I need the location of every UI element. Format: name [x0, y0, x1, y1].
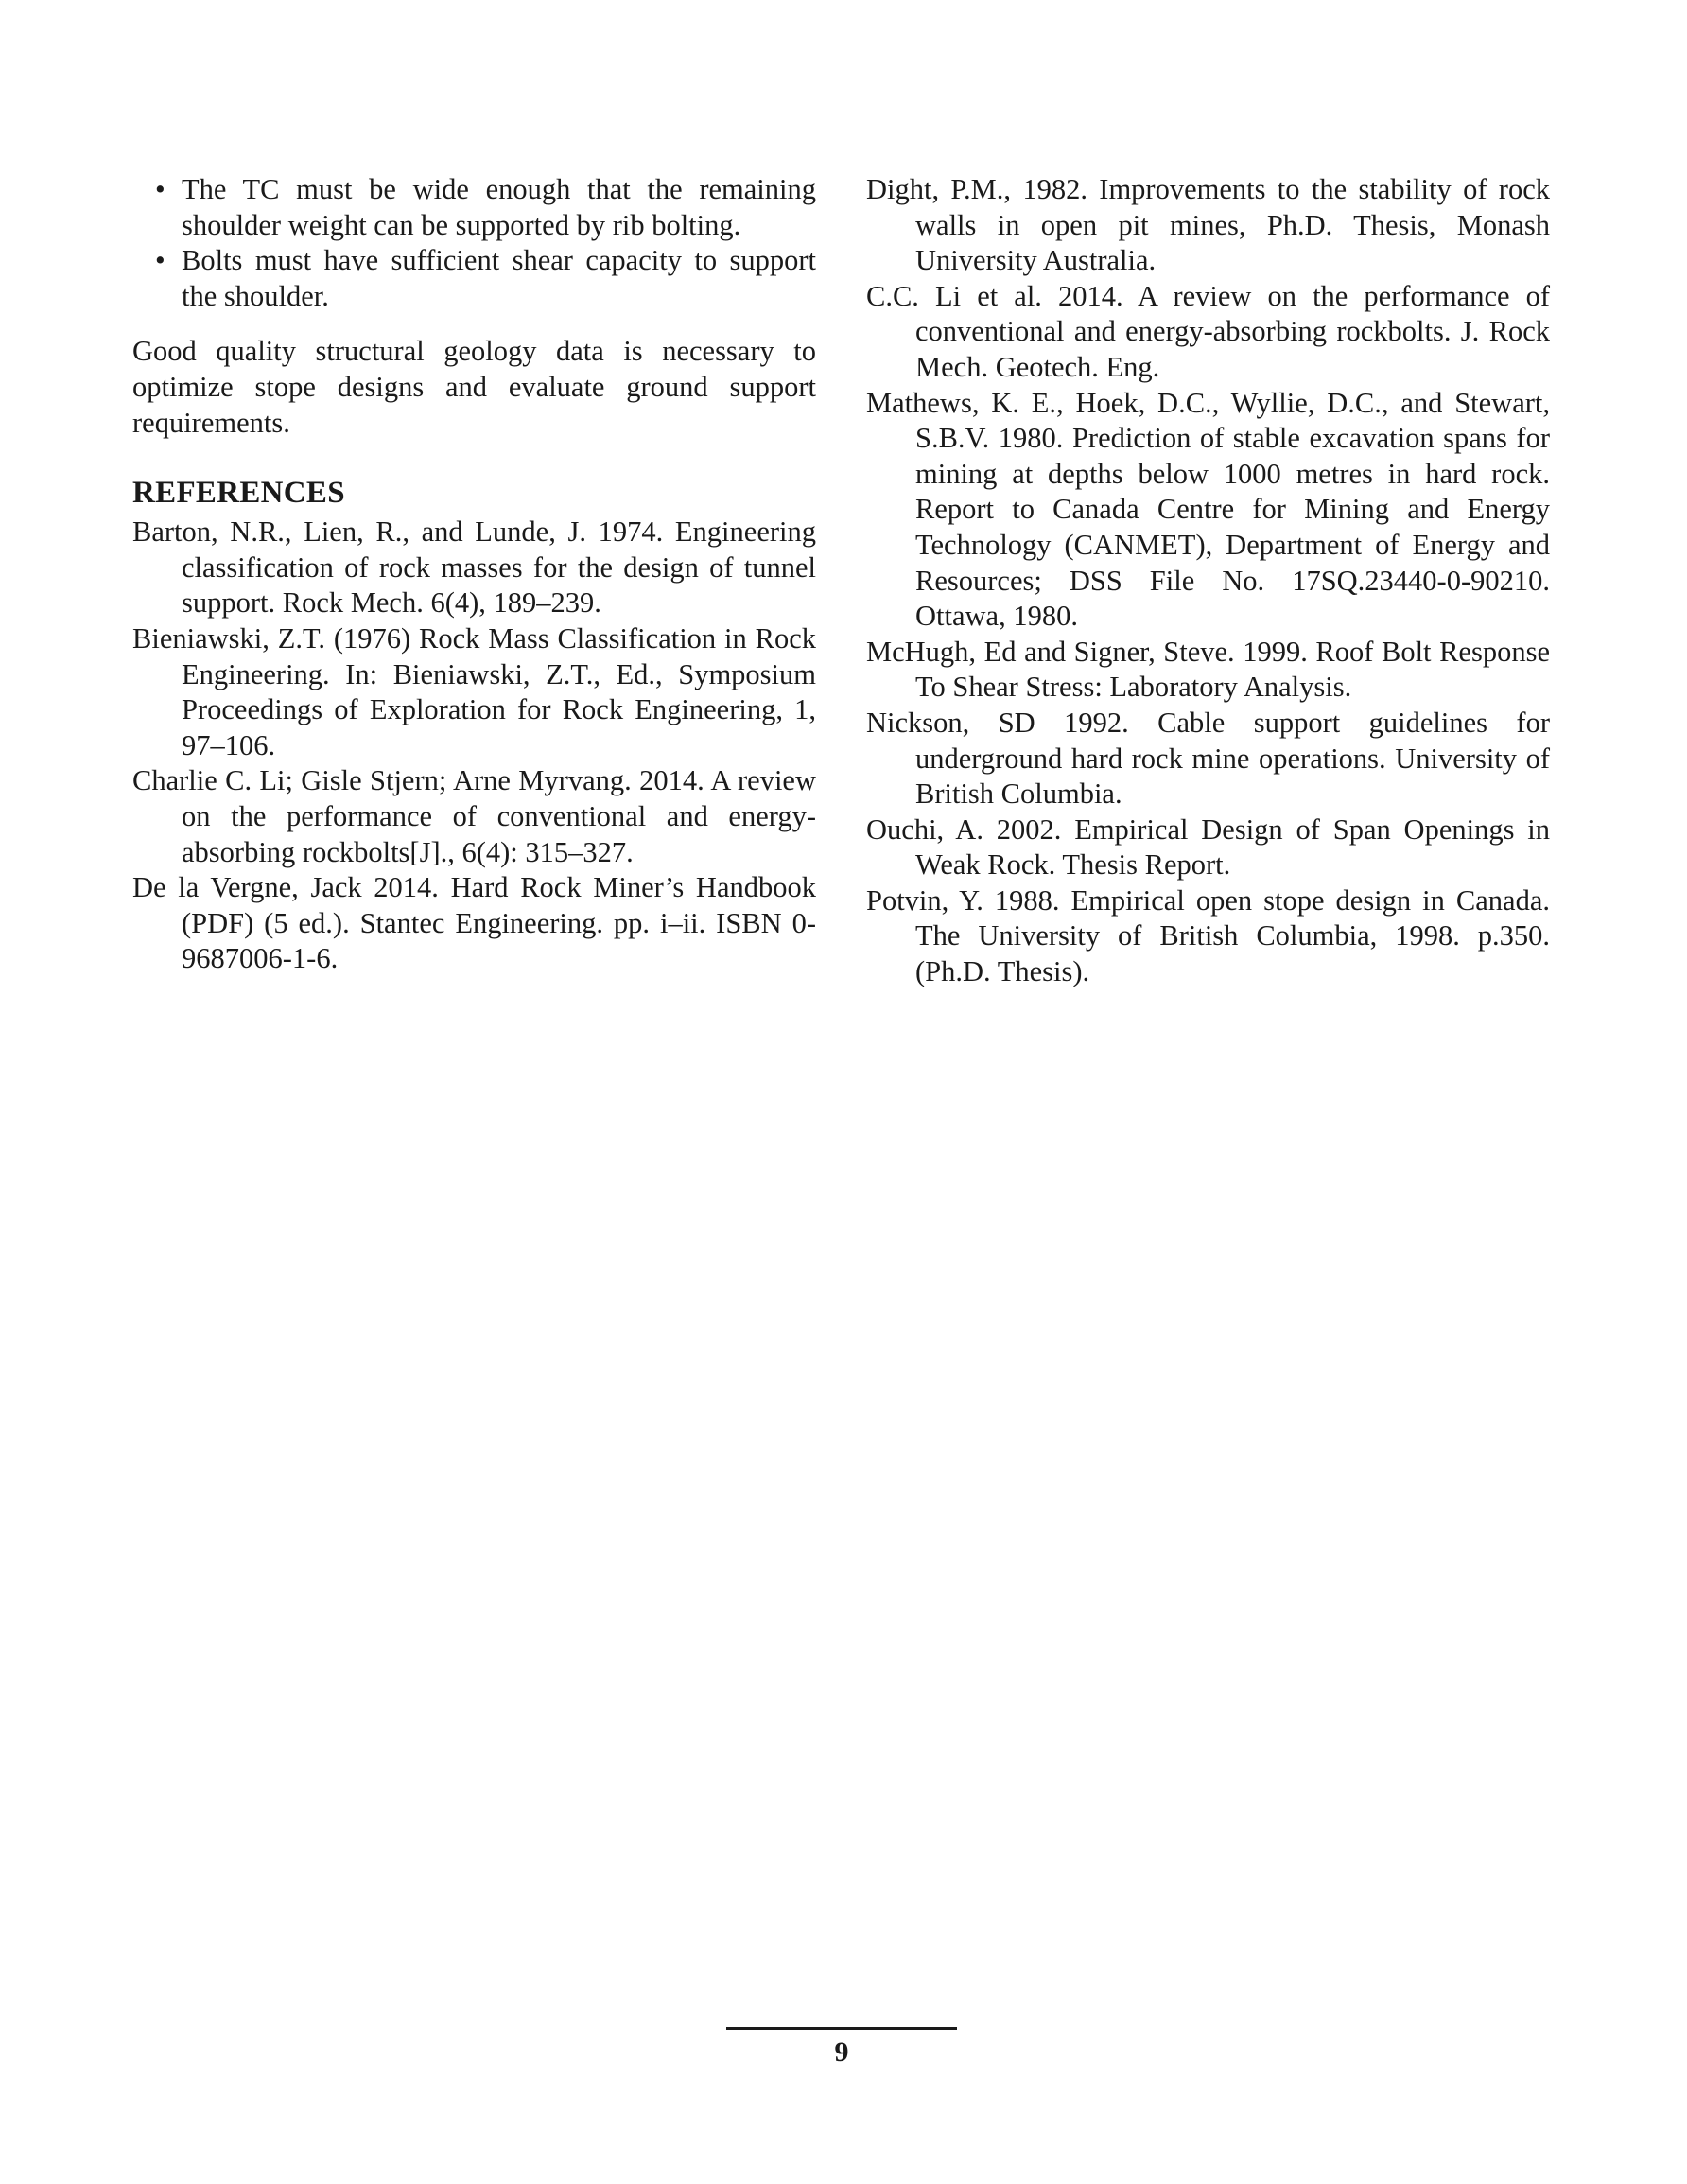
references-heading: REFERENCES [132, 476, 345, 511]
reference-entry: Mathews, K. E., Hoek, D.C., Wyllie, D.C., and Stewart, S.B.V. 1980. Prediction of stable excavation spans for mining at depths below 1000 metres in hard rock. Report to Canada Centre for Mining and Energy Technology (CANMET), Department of Energy and Resources; DSS File No. 17SQ.23440-0-90210. Ottawa, 1980. [866, 386, 1550, 633]
reference-entry: McHugh, Ed and Signer, Steve. 1999. Roof Bolt Response To Shear Stress: Laboratory Analysis. [866, 635, 1550, 704]
page-number: 9 [834, 2036, 849, 2068]
left-column [132, 172, 816, 977]
reference-entry: Charlie C. Li; Gisle Stjern; Arne Myrvang. 2014. A review on the performance of conventional and energy-absorbing rockbolts[J]., 6(4): 315–327. [132, 764, 816, 868]
reference-entry: Bieniawski, Z.T. (1976) Rock Mass Classification in Rock Engineering. In: Bieniawski, Z.T., Ed., Symposium Proceedings of Exploration for Rock Engineering, 1, 97–106. [132, 621, 816, 761]
reference-entry: Nickson, SD 1992. Cable support guidelines for underground hard rock mine operations. University of British Columbia. [866, 706, 1550, 811]
reference-entry: Dight, P.M., 1982. Improvements to the stability of rock walls in open pit mines, Ph.D. Thesis, Monash University Australia. [866, 173, 1550, 277]
bullet-text: Bolts must have sufficient shear capacity to support the shoulder. [182, 244, 816, 312]
bullet-icon: • [155, 173, 165, 205]
reference-entry: Potvin, Y. 1988. Empirical open stope design in Canada. The University of British Columbia, 1998. p.350. (Ph.D. Thesis). [866, 883, 1550, 988]
bullet-item [155, 172, 816, 243]
reference-entry: C.C. Li et al. 2014. A review on the performance of conventional and energy-absorbing rockbolts. J. Rock Mech. Geotech. Eng. [866, 279, 1550, 383]
right-column [866, 172, 1550, 990]
bullet-list [132, 172, 816, 314]
bullet-text: The TC must be wide enough that the remaining shoulder weight can be supported by rib bolting. [182, 173, 816, 241]
body-paragraph: Good quality structural geology data is necessary to optimize stope designs and evaluate ground support requirements. [132, 335, 816, 439]
bullet-item [155, 243, 816, 314]
reference-entry: Ouchi, A. 2002. Empirical Design of Span Openings in Weak Rock. Thesis Report. [866, 812, 1550, 882]
reference-entry: Barton, N.R., Lien, R., and Lunde, J. 1974. Engineering classification of rock masses for the design of tunnel support. Rock Mech. 6(4), 189–239. [132, 515, 816, 620]
reference-entry: De la Vergne, Jack 2014. Hard Rock Miner’s Handbook (PDF) (5 ed.). Stantec Engineering. pp. i–ii. ISBN 0-9687006-1-6. [132, 871, 816, 975]
bullet-icon: • [155, 244, 165, 277]
footer-rule [726, 2027, 957, 2030]
